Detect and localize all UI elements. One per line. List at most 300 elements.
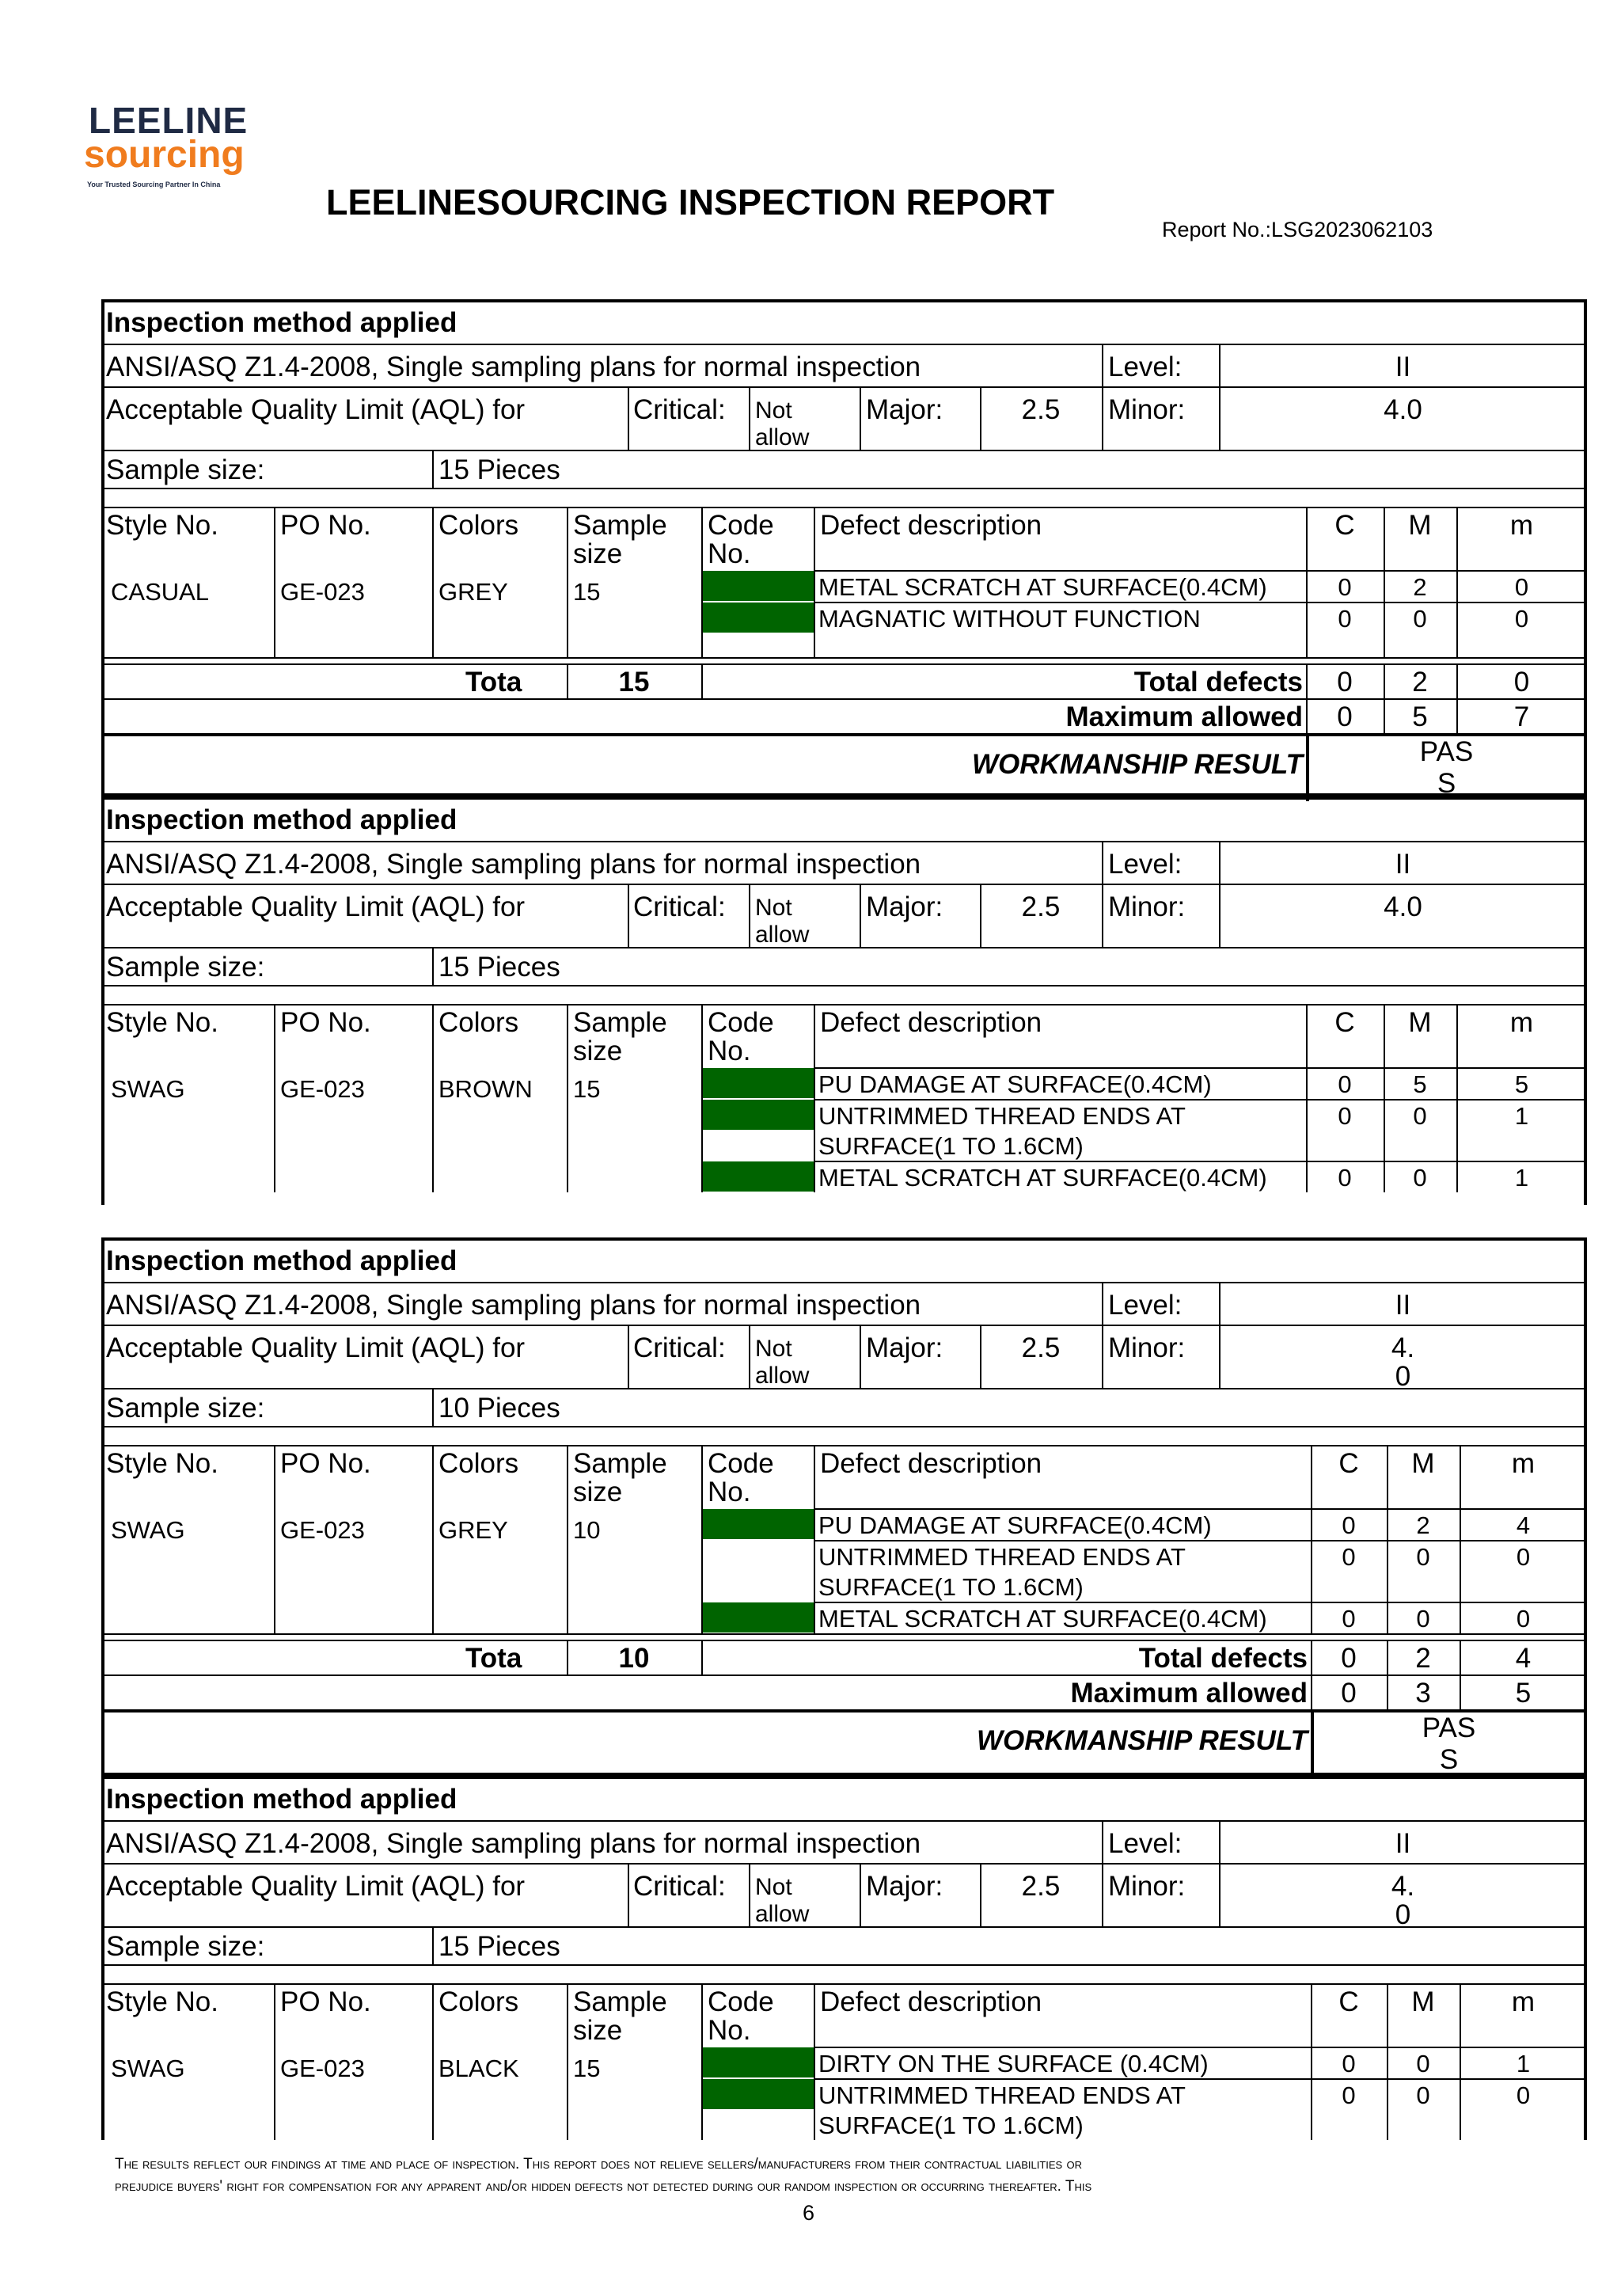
defect-minor-count: 1	[1514, 1164, 1529, 1192]
col-code-2: No.	[708, 2015, 751, 2046]
style-no: SWAG	[111, 1075, 185, 1103]
table-rule	[101, 1640, 1587, 1641]
po-no: GE-023	[280, 578, 365, 606]
table-rule	[1102, 884, 1103, 947]
result-pass: PAS	[1422, 1712, 1476, 1743]
defect-critical-count: 0	[1342, 1511, 1356, 1539]
aql-label: Acceptable Quality Limit (AQL) for	[106, 1871, 526, 1902]
table-rule	[101, 386, 1587, 388]
company-logo	[82, 101, 249, 192]
color: GREY	[438, 578, 508, 606]
table-rule	[814, 507, 815, 657]
table-rule	[1311, 1983, 1312, 2140]
defect-critical-count: 0	[1342, 2050, 1356, 2077]
defect-critical-count: 0	[1338, 605, 1352, 633]
sample-size-value: 15 Pieces	[438, 952, 560, 983]
sample-size-value: 15 Pieces	[438, 1931, 560, 1962]
defect-description: PU DAMAGE AT SURFACE(0.4CM)	[818, 1511, 1212, 1539]
table-rule	[432, 1004, 434, 1192]
table-rule	[567, 1004, 568, 1192]
defect-major-count: 2	[1413, 573, 1427, 601]
total-major: 2	[1412, 667, 1428, 698]
col-style: Style No.	[106, 510, 218, 541]
result-pass: PAS	[1419, 736, 1474, 767]
sample-size-label: Sample size:	[106, 1931, 265, 1962]
method-text: ANSI/ASQ Z1.4-2008, Single sampling plans for normal inspection	[106, 1290, 921, 1321]
defect-major-count: 0	[1413, 1102, 1427, 1130]
minor-value-2: 0	[1395, 1899, 1411, 1930]
table-rule	[101, 1633, 1587, 1635]
major-label: Major:	[866, 1332, 943, 1363]
defect-minor-count: 0	[1516, 1543, 1531, 1571]
table-rule	[101, 841, 1587, 842]
defect-minor-count: 5	[1514, 1070, 1529, 1098]
defect-major-count: 2	[1416, 1511, 1430, 1539]
minor-value: 4.	[1391, 1871, 1415, 1902]
defect-description: UNTRIMMED THREAD ENDS AT	[818, 1102, 1186, 1130]
defect-major-count: 5	[1413, 1070, 1427, 1098]
col-style: Style No.	[106, 1986, 218, 2017]
col-code: Code	[708, 510, 774, 541]
method-title: Inspection method applied	[106, 1245, 457, 1276]
table-rule	[860, 884, 861, 947]
inspection-block	[101, 1776, 1587, 2140]
max-critical: 0	[1337, 701, 1353, 732]
table-rule	[101, 488, 1587, 489]
defect-critical-count: 0	[1338, 1070, 1352, 1098]
table-rule	[1102, 1325, 1103, 1388]
color: BROWN	[438, 1075, 533, 1103]
po-no: GE-023	[280, 2055, 365, 2082]
minor-label: Minor:	[1108, 1332, 1186, 1363]
table-rule	[101, 344, 1587, 345]
col-minor: m	[1511, 1986, 1536, 2017]
table-rule	[1460, 1445, 1461, 1633]
minor-label: Minor:	[1108, 1871, 1186, 1902]
table-rule	[567, 1983, 568, 2140]
table-rule	[101, 1004, 1587, 1005]
result-pass-2: S	[1439, 1744, 1459, 1775]
table-rule	[701, 1004, 703, 1192]
major-value: 2.5	[1021, 891, 1061, 922]
table-rule	[101, 698, 1587, 700]
table-rule	[1102, 386, 1103, 450]
major-label: Major:	[866, 891, 943, 922]
critical-label: Critical:	[633, 891, 726, 922]
po-no: GE-023	[280, 1075, 365, 1103]
critical-label: Critical:	[633, 394, 726, 425]
defect-minor-count: 0	[1514, 605, 1529, 633]
table-rule	[701, 507, 703, 657]
col-minor: m	[1509, 510, 1534, 541]
sample-size-label: Sample size:	[106, 952, 265, 983]
inspection-block	[101, 1237, 1587, 1776]
table-rule	[101, 1926, 1587, 1928]
max-major: 3	[1415, 1678, 1431, 1709]
major-label: Major:	[866, 394, 943, 425]
defect-major-count: 0	[1413, 605, 1427, 633]
col-sample-2: size	[573, 1477, 623, 1507]
col-major: M	[1408, 510, 1432, 541]
col-po: PO No.	[280, 1986, 371, 2017]
level-value: II	[1395, 849, 1411, 880]
table-rule	[814, 570, 1587, 572]
table-rule	[814, 602, 1587, 603]
table-rule	[101, 884, 1587, 885]
critical-not: Not	[755, 1874, 792, 1900]
minor-value: 4.	[1391, 1332, 1415, 1363]
critical-not: Not	[755, 397, 792, 424]
total-critical: 0	[1341, 1643, 1357, 1674]
minor-value: 4.0	[1384, 394, 1422, 425]
disclaimer-line-1: The results reflect our findings at time and place of inspection. This report does not relieve sellers/manufacturers from their contractual liabilities or	[115, 2156, 1082, 2172]
defect-critical-count: 0	[1338, 573, 1352, 601]
level-label: Level:	[1108, 1828, 1183, 1859]
col-code-2: No.	[708, 538, 751, 569]
table-rule	[432, 1983, 434, 2140]
defect-minor-count: 0	[1516, 1605, 1531, 1633]
table-rule	[1311, 1445, 1312, 1633]
code-cell	[703, 1161, 814, 1192]
table-rule	[101, 1282, 1587, 1283]
method-text: ANSI/ASQ Z1.4-2008, Single sampling plans for normal inspection	[106, 849, 921, 880]
critical-label: Critical:	[633, 1871, 726, 1902]
page-number: 6	[803, 2201, 815, 2225]
critical-allow: allow	[755, 1363, 810, 1389]
table-rule	[814, 1508, 1587, 1510]
col-po: PO No.	[280, 1448, 371, 1479]
level-value: II	[1395, 1290, 1411, 1321]
table-rule	[567, 1640, 568, 1674]
minor-value-2: 0	[1395, 1361, 1411, 1392]
defect-description-2: SURFACE(1 TO 1.6CM)	[818, 1573, 1084, 1601]
col-style: Style No.	[106, 1007, 218, 1038]
sample-size: 10	[573, 1516, 601, 1544]
sample-size-label: Sample size:	[106, 1393, 265, 1424]
table-rule	[101, 1820, 1587, 1822]
table-rule	[1102, 344, 1103, 386]
disclaimer	[115, 2153, 1508, 2198]
table-rule	[749, 884, 750, 947]
col-defect: Defect description	[820, 1448, 1042, 1479]
major-label: Major:	[866, 1871, 943, 1902]
col-code: Code	[708, 1986, 774, 2017]
col-sample-2: size	[573, 2015, 623, 2046]
critical-not: Not	[755, 895, 792, 921]
max-critical: 0	[1341, 1678, 1357, 1709]
disclaimer-line-2: prejudice buyers' right for compensation for any apparent and/or hidden defects not detected during our random inspection or occurring thereafter. This	[115, 2178, 1092, 2195]
table-rule	[101, 663, 1587, 665]
defect-description: METAL SCRATCH AT SURFACE(0.4CM)	[818, 1605, 1267, 1633]
defect-description: METAL SCRATCH AT SURFACE(0.4CM)	[818, 573, 1267, 601]
code-cell	[703, 603, 814, 633]
table-rule	[1102, 1282, 1103, 1325]
result-pass-2: S	[1437, 768, 1456, 799]
col-code-2: No.	[708, 1477, 751, 1507]
table-rule	[1306, 507, 1308, 657]
defect-major-count: 0	[1416, 1605, 1430, 1633]
max-allowed-label: Maximum allowed	[1070, 1678, 1308, 1709]
table-rule	[567, 663, 568, 698]
sample-size-value: 15 Pieces	[438, 454, 560, 485]
table-rule	[1387, 1983, 1388, 2140]
total-defects-label: Total defects	[1133, 667, 1303, 698]
table-rule	[1384, 507, 1385, 657]
table-rule	[101, 450, 1587, 451]
table-rule	[432, 1445, 434, 1633]
total-minor: 4	[1515, 1643, 1532, 1674]
col-colors: Colors	[438, 510, 519, 541]
col-colors: Colors	[438, 1986, 519, 2017]
table-rule	[814, 1540, 1587, 1541]
method-text: ANSI/ASQ Z1.4-2008, Single sampling plans for normal inspection	[106, 352, 921, 382]
table-rule	[101, 1983, 1587, 1985]
table-rule	[814, 1067, 1587, 1069]
table-rule	[101, 1674, 1587, 1676]
table-rule	[432, 450, 434, 488]
table-rule	[274, 507, 275, 657]
defect-description: DIRTY ON THE SURFACE (0.4CM)	[818, 2050, 1209, 2077]
max-major: 5	[1412, 701, 1428, 732]
logo-text-top: LEELINE	[89, 100, 249, 141]
style-no: SWAG	[111, 1516, 185, 1544]
aql-label: Acceptable Quality Limit (AQL) for	[106, 394, 526, 425]
table-rule	[814, 2047, 1587, 2048]
table-rule	[749, 386, 750, 450]
level-label: Level:	[1108, 352, 1183, 382]
table-rule	[749, 1863, 750, 1926]
col-major: M	[1408, 1007, 1432, 1038]
sample-size: 15	[573, 2055, 601, 2082]
aql-label: Acceptable Quality Limit (AQL) for	[106, 891, 526, 922]
inspection-block	[101, 299, 1587, 799]
report-title: LEELINESOURCING INSPECTION REPORT	[326, 182, 1055, 222]
critical-allow: allow	[755, 922, 810, 948]
workmanship-label: WORKMANSHIP RESULT	[976, 1725, 1308, 1756]
code-cell	[703, 1602, 814, 1633]
col-minor: m	[1511, 1448, 1536, 1479]
col-style: Style No.	[106, 1448, 218, 1479]
total-value: 10	[618, 1643, 650, 1674]
defect-critical-count: 0	[1342, 1543, 1356, 1571]
table-rule	[101, 985, 1587, 986]
table-rule	[701, 1640, 703, 1674]
total-minor: 0	[1513, 667, 1530, 698]
table-rule	[749, 1325, 750, 1388]
col-sample: Sample	[573, 1986, 667, 2017]
col-major: M	[1411, 1986, 1435, 2017]
defect-minor-count: 0	[1514, 573, 1529, 601]
col-sample: Sample	[573, 510, 667, 541]
defect-critical-count: 0	[1342, 2081, 1356, 2109]
table-rule	[1387, 1445, 1388, 1633]
col-sample: Sample	[573, 1007, 667, 1038]
col-sample-2: size	[573, 1036, 623, 1066]
table-rule	[101, 507, 1587, 508]
col-defect: Defect description	[820, 1007, 1042, 1038]
minor-value: 4.0	[1384, 891, 1422, 922]
defect-minor-count: 0	[1516, 2081, 1531, 2109]
max-allowed-label: Maximum allowed	[1065, 701, 1303, 732]
col-code: Code	[708, 1007, 774, 1038]
minor-label: Minor:	[1108, 891, 1186, 922]
style-no: SWAG	[111, 2055, 185, 2082]
method-title: Inspection method applied	[106, 307, 457, 338]
major-value: 2.5	[1021, 394, 1061, 425]
col-sample: Sample	[573, 1448, 667, 1479]
po-no: GE-023	[280, 1516, 365, 1544]
table-rule	[101, 1964, 1587, 1966]
col-po: PO No.	[280, 1007, 371, 1038]
level-label: Level:	[1108, 1290, 1183, 1321]
table-rule	[628, 1863, 629, 1926]
table-rule	[274, 1445, 275, 1633]
defect-major-count: 0	[1416, 2081, 1430, 2109]
inspection-block	[101, 796, 1587, 1205]
code-cell	[703, 1068, 814, 1098]
col-code: Code	[708, 1448, 774, 1479]
method-title: Inspection method applied	[106, 804, 457, 835]
critical-allow: allow	[755, 424, 810, 450]
col-po: PO No.	[280, 510, 371, 541]
color: GREY	[438, 1516, 508, 1544]
table-rule	[432, 947, 434, 985]
code-cell	[703, 2047, 814, 2077]
table-rule	[101, 1863, 1587, 1865]
table-rule	[701, 1983, 703, 2140]
sample-size: 15	[573, 1075, 601, 1103]
critical-not: Not	[755, 1336, 792, 1362]
max-minor: 5	[1515, 1678, 1532, 1709]
critical-allow: allow	[755, 1901, 810, 1927]
col-minor: m	[1509, 1007, 1534, 1038]
defect-description-2: SURFACE(1 TO 1.6CM)	[818, 2112, 1084, 2139]
defect-description: MAGNATIC WITHOUT FUNCTION	[818, 605, 1201, 633]
workmanship-label: WORKMANSHIP RESULT	[971, 749, 1303, 780]
table-rule	[567, 507, 568, 657]
critical-label: Critical:	[633, 1332, 726, 1363]
max-minor: 7	[1513, 701, 1530, 732]
table-rule	[814, 1004, 815, 1192]
level-label: Level:	[1108, 849, 1183, 880]
table-rule	[1456, 1004, 1458, 1192]
col-colors: Colors	[438, 1007, 519, 1038]
code-cell	[703, 1100, 814, 1130]
table-rule	[274, 1004, 275, 1192]
col-critical: C	[1338, 1448, 1359, 1479]
code-cell	[703, 1509, 814, 1539]
table-rule	[101, 947, 1587, 948]
report-number: Report No.:LSG2023062103	[1162, 218, 1433, 241]
table-rule	[814, 2078, 1587, 2080]
sample-size: 15	[573, 578, 601, 606]
defect-critical-count: 0	[1338, 1102, 1352, 1130]
table-rule	[814, 1161, 1587, 1162]
table-rule	[274, 1983, 275, 2140]
color: BLACK	[438, 2055, 519, 2082]
method-title: Inspection method applied	[106, 1784, 457, 1815]
total-defects-label: Total defects	[1138, 1643, 1308, 1674]
total-label: Tota	[465, 667, 522, 698]
sample-size-label: Sample size:	[106, 454, 265, 485]
col-critical: C	[1334, 510, 1355, 541]
table-rule	[701, 663, 703, 698]
col-colors: Colors	[438, 1448, 519, 1479]
col-critical: C	[1338, 1986, 1359, 2017]
defect-minor-count: 4	[1516, 1511, 1531, 1539]
defect-critical-count: 0	[1342, 1605, 1356, 1633]
sample-size-value: 10 Pieces	[438, 1393, 560, 1424]
defect-minor-count: 1	[1516, 2050, 1531, 2077]
col-defect: Defect description	[820, 510, 1042, 541]
total-critical: 0	[1337, 667, 1353, 698]
defect-major-count: 0	[1416, 1543, 1430, 1571]
col-critical: C	[1334, 1007, 1355, 1038]
aql-label: Acceptable Quality Limit (AQL) for	[106, 1332, 526, 1363]
defect-minor-count: 1	[1514, 1102, 1529, 1130]
defect-major-count: 0	[1413, 1164, 1427, 1192]
table-rule	[1460, 1983, 1461, 2140]
table-rule	[814, 1445, 815, 1633]
code-cell	[703, 2079, 814, 2109]
col-major: M	[1411, 1448, 1435, 1479]
table-rule	[101, 1426, 1587, 1427]
level-value: II	[1395, 352, 1411, 382]
defect-description: PU DAMAGE AT SURFACE(0.4CM)	[818, 1070, 1212, 1098]
table-rule	[432, 1926, 434, 1964]
code-cell	[703, 571, 814, 601]
table-rule	[628, 884, 629, 947]
table-rule	[814, 1602, 1587, 1603]
method-text: ANSI/ASQ Z1.4-2008, Single sampling plans for normal inspection	[106, 1828, 921, 1859]
table-rule	[814, 1983, 815, 2140]
table-rule	[567, 1445, 568, 1633]
table-rule	[628, 386, 629, 450]
major-value: 2.5	[1021, 1871, 1061, 1902]
table-rule	[101, 1445, 1587, 1446]
table-rule	[101, 1325, 1587, 1326]
total-value: 15	[618, 667, 650, 698]
total-label: Tota	[465, 1643, 522, 1674]
defect-description-2: SURFACE(1 TO 1.6CM)	[818, 1132, 1084, 1160]
defect-major-count: 0	[1416, 2050, 1430, 2077]
logo-tagline: Your Trusted Sourcing Partner In China	[87, 181, 221, 188]
defect-description: UNTRIMMED THREAD ENDS AT	[818, 2081, 1186, 2109]
col-defect: Defect description	[820, 1986, 1042, 2017]
table-rule	[701, 1445, 703, 1633]
col-sample-2: size	[573, 538, 623, 569]
table-rule	[1306, 1004, 1308, 1192]
table-rule	[628, 1325, 629, 1388]
level-value: II	[1395, 1828, 1411, 1859]
table-rule	[1384, 1004, 1385, 1192]
table-rule	[432, 1388, 434, 1426]
table-rule	[860, 1325, 861, 1388]
col-code-2: No.	[708, 1036, 751, 1066]
table-rule	[101, 657, 1587, 659]
style-no: CASUAL	[111, 578, 210, 606]
major-value: 2.5	[1021, 1332, 1061, 1363]
total-major: 2	[1415, 1643, 1431, 1674]
table-rule	[1102, 1820, 1103, 1863]
table-rule	[1102, 1863, 1103, 1926]
minor-label: Minor:	[1108, 394, 1186, 425]
table-rule	[432, 507, 434, 657]
table-rule	[860, 386, 861, 450]
table-rule	[1102, 841, 1103, 884]
defect-description: UNTRIMMED THREAD ENDS AT	[818, 1543, 1186, 1571]
table-rule	[860, 1863, 861, 1926]
